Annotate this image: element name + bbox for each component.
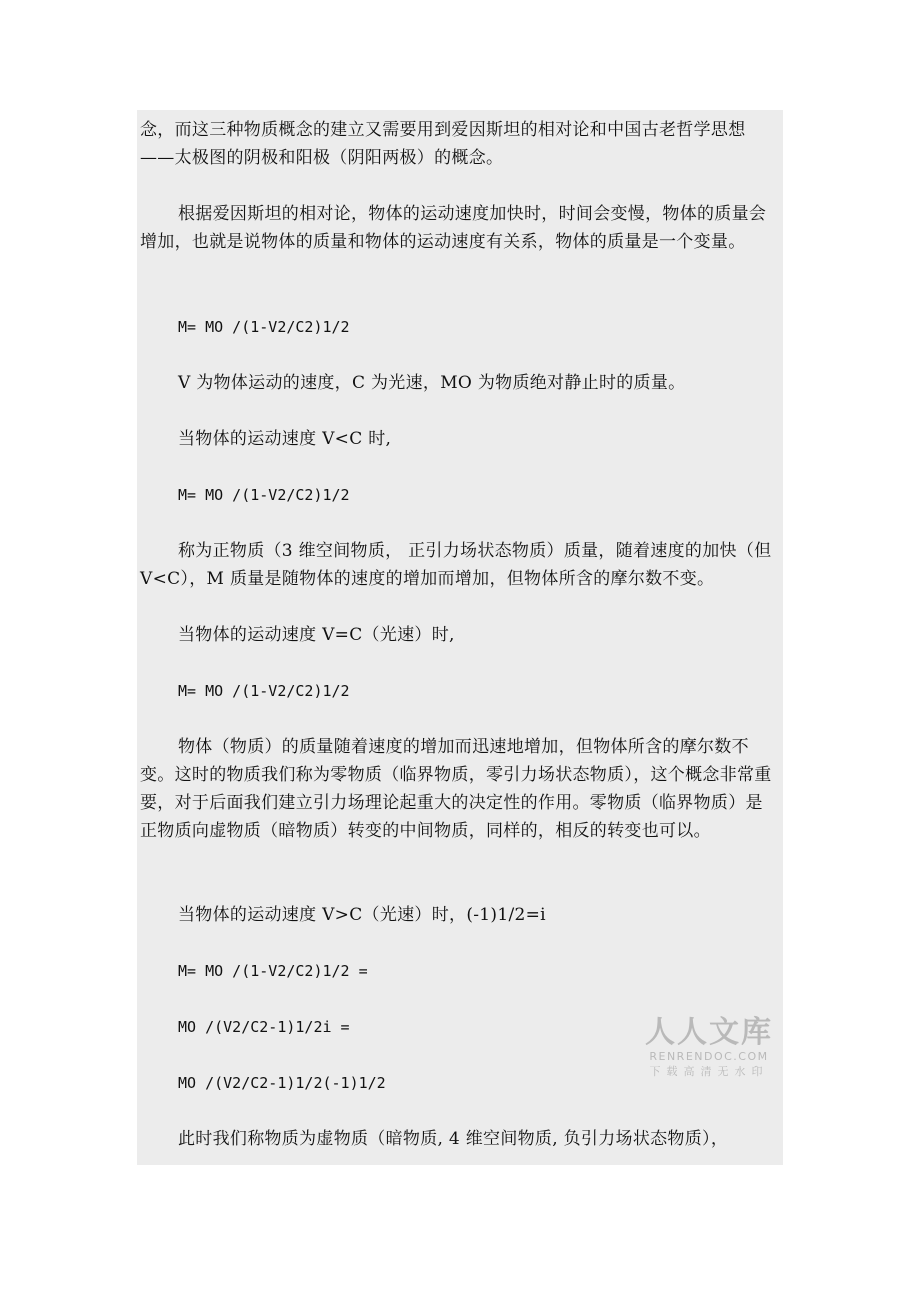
- watermark-subtitle: 下载高清无水印: [649, 1065, 769, 1078]
- formula-1: M= MO /(1-V2/C2)1/2: [178, 318, 350, 336]
- paragraph-7: 物体（物质）的质量随着速度的增加而迅速地增加，但物体所含的摩尔数不变。这时的物质我们称为零物质（临界物质，零引力场状态物质），这个概念非常重要，对于后面我们建立引力场理论起重大的决定性的作用。零物质（临界物质）是正物质向虚物质（暗物质）转变的中间物质，同样的，相反的转变也可以。: [140, 737, 772, 841]
- paragraph-8: 当物体的运动速度 V>C（光速）时，(-1)1/2=i: [178, 905, 546, 925]
- paragraph-4: 当物体的运动速度 V<C 时,: [178, 429, 392, 449]
- formula-4: M= MO /(1-V2/C2)1/2 =: [178, 962, 368, 980]
- paragraph-5: 称为正物质（3 维空间物质， 正引力场状态物质）质量，随着速度的加快（但 V<C），M 质量是随物体的速度的增加而增加，但物体所含的摩尔数不变。: [140, 541, 772, 589]
- paragraph-2: 根据爱因斯坦的相对论，物体的运动速度加快时，时间会变慢，物体的质量会增加，也就是说物体的质量和物体的运动速度有关系，物体的质量是一个变量。: [140, 204, 767, 252]
- paragraph-1: 念，而这三种物质概念的建立又需要用到爱因斯坦的相对论和中国古老哲学思想——太极图的阴极和阳极（阴阳两极）的概念。: [140, 120, 746, 168]
- watermark-url: RENRENDOC.COM: [649, 1050, 769, 1063]
- formula-2: M= MO /(1-V2/C2)1/2: [178, 486, 350, 504]
- paragraph-9: 此时我们称物质为虚物质（暗物质, 4 维空间物质, 负引力场状态物质），: [178, 1129, 729, 1149]
- paragraph-3: V 为物体运动的速度，C 为光速，MO 为物质绝对静止时的质量。: [178, 373, 686, 393]
- formula-5: MO /(V2/C2-1)1/2i =: [178, 1018, 350, 1036]
- formula-3: M= MO /(1-V2/C2)1/2: [178, 682, 350, 700]
- watermark-title: 人人文库: [645, 1015, 773, 1050]
- watermark: [644, 1016, 774, 1080]
- paragraph-6: 当物体的运动速度 V=C（光速）时,: [178, 625, 455, 645]
- formula-6: MO /(V2/C2-1)1/2(-1)1/2: [178, 1074, 386, 1092]
